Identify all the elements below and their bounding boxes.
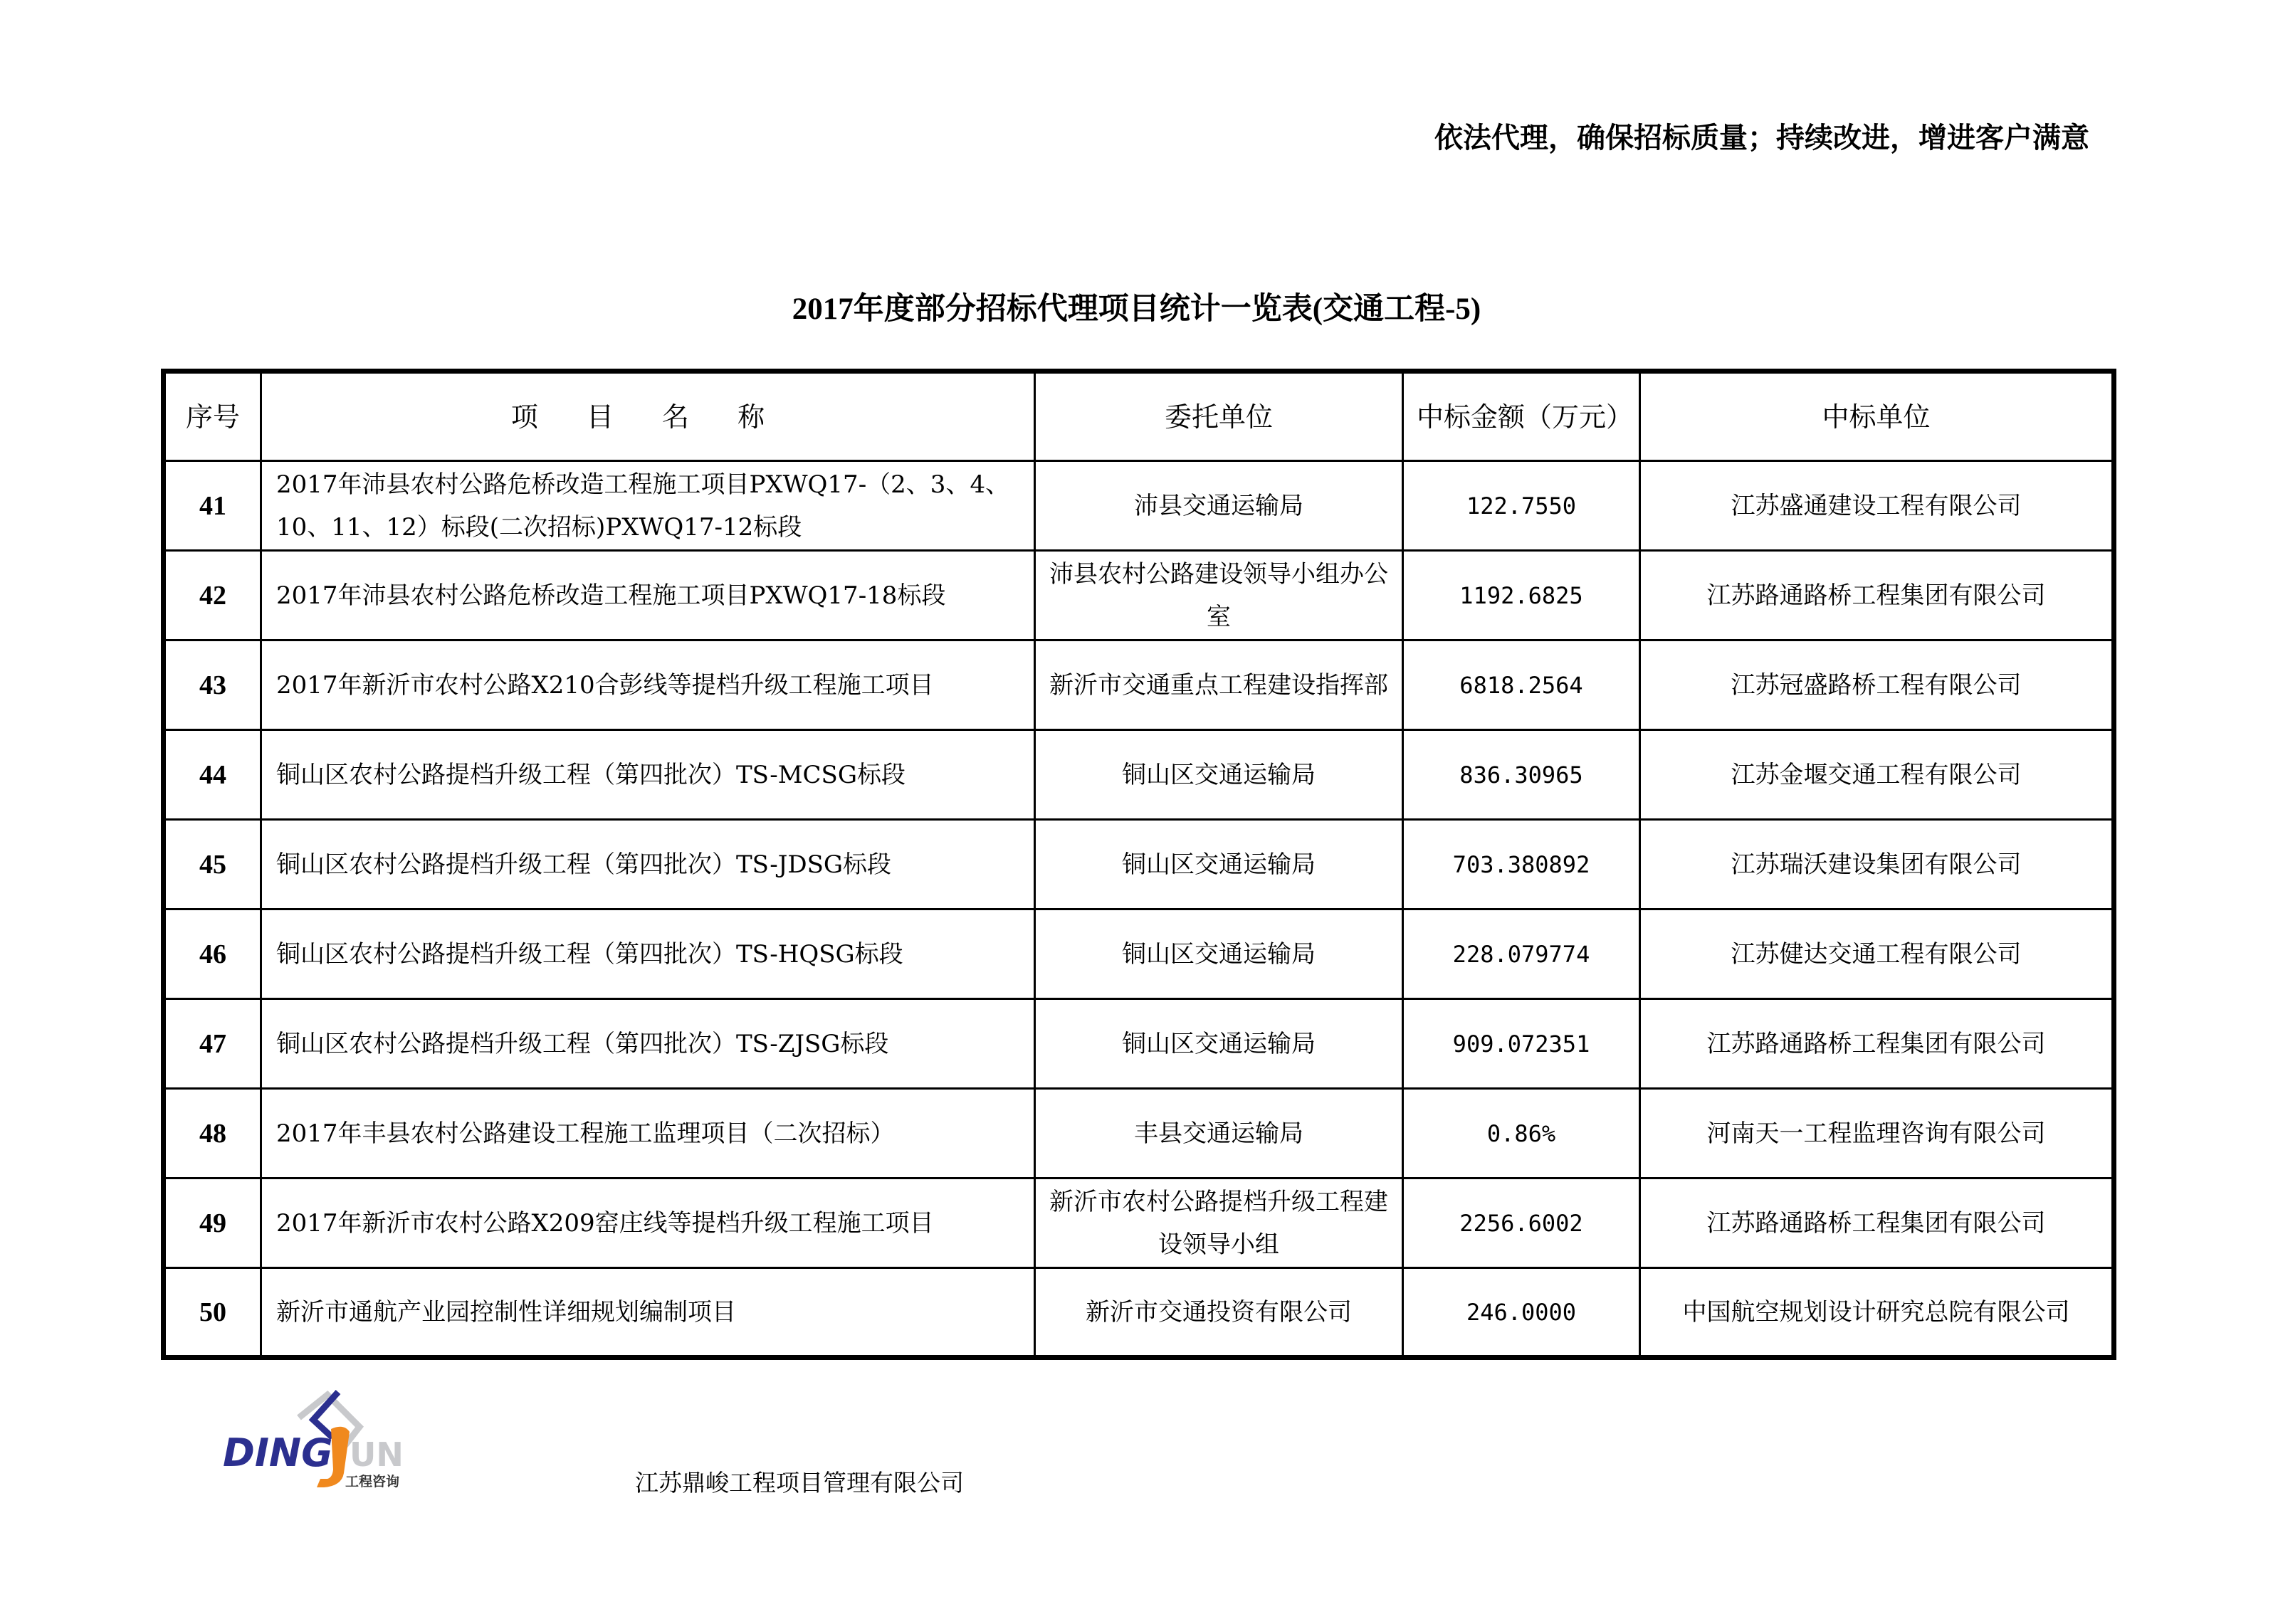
table-row: [164, 730, 2114, 820]
table-row: [164, 1089, 2114, 1179]
column-header-amount: 中标金额（万元）: [1403, 371, 1640, 461]
cell-winner: 河南天一工程监理咨询有限公司: [1640, 1089, 2114, 1179]
cell-amount: 703.380892: [1403, 820, 1640, 909]
table-row: [164, 999, 2114, 1089]
cell-amount: 2256.6002: [1403, 1179, 1640, 1268]
cell-project: 铜山区农村公路提档升级工程（第四批次）TS-ZJSG标段: [261, 999, 1035, 1089]
cell-project: 2017年新沂市农村公路X210合彭线等提档升级工程施工项目: [261, 640, 1035, 730]
cell-amount: 228.079774: [1403, 909, 1640, 999]
cell-index: 43: [164, 640, 261, 730]
footer-company-name: 江苏鼎峻工程项目管理有限公司: [635, 1469, 964, 1497]
cell-amount: 836.30965: [1403, 730, 1640, 820]
table-row: [164, 820, 2114, 909]
cell-project: 2017年丰县农村公路建设工程施工监理项目（二次招标）: [261, 1089, 1035, 1179]
table-row: [164, 640, 2114, 730]
cell-amount: 246.0000: [1403, 1268, 1640, 1358]
header-slogan: 依法代理，确保招标质量；持续改进，增进客户满意: [1434, 122, 2089, 154]
column-header-project: 项 目 名 称: [261, 371, 1035, 461]
cell-index: 42: [164, 551, 261, 640]
cell-winner: 江苏路通路桥工程集团有限公司: [1640, 551, 2114, 640]
cell-project: 2017年沛县农村公路危桥改造工程施工项目PXWQ17-（2、3、4、10、11、12）标段(二次招标)PXWQ17-12标段: [261, 461, 1035, 551]
cell-index: 50: [164, 1268, 261, 1358]
cell-index: 47: [164, 999, 261, 1089]
cell-winner: 江苏路通路桥工程集团有限公司: [1640, 999, 2114, 1089]
table-row: [164, 1268, 2114, 1358]
cell-client: 铜山区交通运输局: [1035, 999, 1403, 1089]
table-header-row: [164, 371, 2114, 461]
company-logo: [210, 1388, 409, 1505]
cell-project: 铜山区农村公路提档升级工程（第四批次）TS-JDSG标段: [261, 820, 1035, 909]
cell-client: 新沂市交通重点工程建设指挥部: [1035, 640, 1403, 730]
cell-client: 丰县交通运输局: [1035, 1089, 1403, 1179]
cell-index: 49: [164, 1179, 261, 1268]
table-row: [164, 461, 2114, 551]
cell-index: 46: [164, 909, 261, 999]
cell-client: 沛县交通运输局: [1035, 461, 1403, 551]
dingjun-logo-icon: [210, 1388, 409, 1505]
cell-amount: 1192.6825: [1403, 551, 1640, 640]
table-row: [164, 1179, 2114, 1268]
document-title: 2017年度部分招标代理项目统计一览表(交通工程-5): [792, 292, 1481, 326]
cell-client: 新沂市农村公路提档升级工程建设领导小组: [1035, 1179, 1403, 1268]
cell-winner: 江苏金堰交通工程有限公司: [1640, 730, 2114, 820]
cell-client: 铜山区交通运输局: [1035, 909, 1403, 999]
cell-index: 45: [164, 820, 261, 909]
table-row: [164, 909, 2114, 999]
cell-index: 48: [164, 1089, 261, 1179]
svg-text:UN: UN: [350, 1435, 404, 1474]
cell-winner: 江苏瑞沃建设集团有限公司: [1640, 820, 2114, 909]
project-table: [161, 369, 2116, 1360]
column-header-winner: 中标单位: [1640, 371, 2114, 461]
cell-project: 新沂市通航产业园控制性详细规划编制项目: [261, 1268, 1035, 1358]
svg-text:工程咨询: 工程咨询: [345, 1474, 400, 1489]
cell-client: 铜山区交通运输局: [1035, 820, 1403, 909]
svg-text:DING: DING: [223, 1430, 333, 1475]
cell-winner: 中国航空规划设计研究总院有限公司: [1640, 1268, 2114, 1358]
cell-client: 铜山区交通运输局: [1035, 730, 1403, 820]
cell-amount: 122.7550: [1403, 461, 1640, 551]
cell-project: 2017年沛县农村公路危桥改造工程施工项目PXWQ17-18标段: [261, 551, 1035, 640]
cell-project: 铜山区农村公路提档升级工程（第四批次）TS-HQSG标段: [261, 909, 1035, 999]
column-header-index: 序号: [164, 371, 261, 461]
cell-amount: 6818.2564: [1403, 640, 1640, 730]
cell-amount: 0.86%: [1403, 1089, 1640, 1179]
cell-winner: 江苏健达交通工程有限公司: [1640, 909, 2114, 999]
cell-winner: 江苏冠盛路桥工程有限公司: [1640, 640, 2114, 730]
cell-client: 沛县农村公路建设领导小组办公室: [1035, 551, 1403, 640]
column-header-client: 委托单位: [1035, 371, 1403, 461]
cell-index: 41: [164, 461, 261, 551]
table-row: [164, 551, 2114, 640]
cell-project: 2017年新沂市农村公路X209窑庄线等提档升级工程施工项目: [261, 1179, 1035, 1268]
cell-index: 44: [164, 730, 261, 820]
cell-winner: 江苏盛通建设工程有限公司: [1640, 461, 2114, 551]
cell-winner: 江苏路通路桥工程集团有限公司: [1640, 1179, 2114, 1268]
cell-project: 铜山区农村公路提档升级工程（第四批次）TS-MCSG标段: [261, 730, 1035, 820]
cell-amount: 909.072351: [1403, 999, 1640, 1089]
cell-client: 新沂市交通投资有限公司: [1035, 1268, 1403, 1358]
